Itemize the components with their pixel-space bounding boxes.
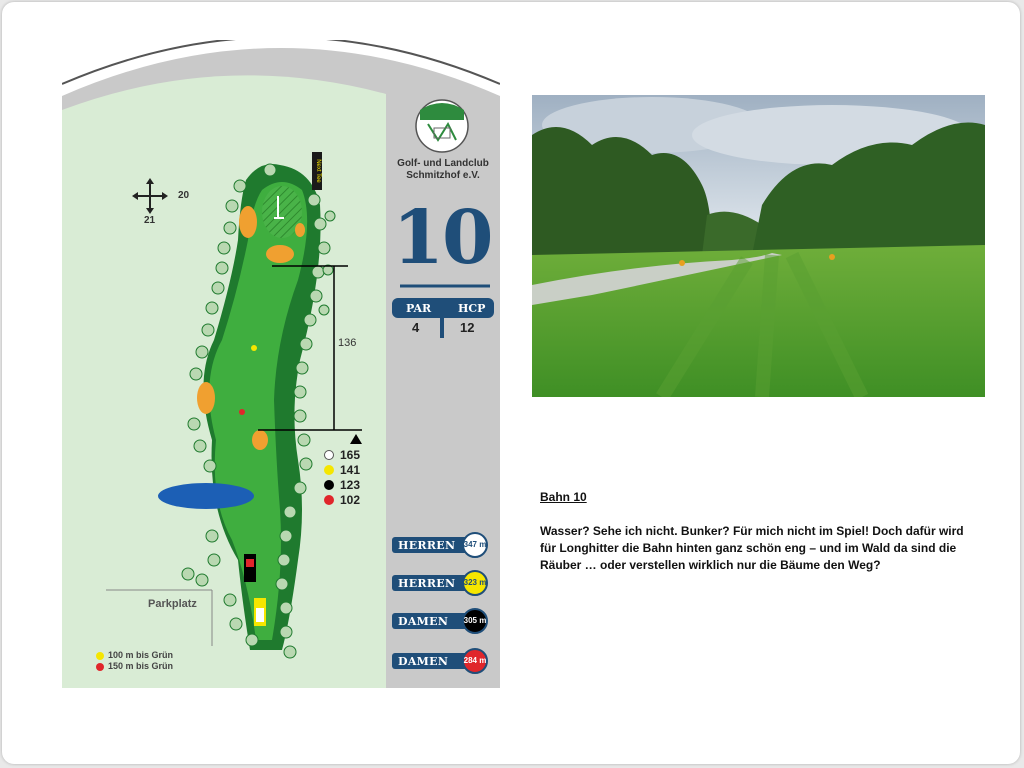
legend-text: 150 m bis Grün — [108, 661, 174, 671]
next-tee-text: Next Tee — [315, 159, 321, 183]
club-logo-icon — [416, 100, 468, 152]
tee-badge-length: 305 m — [463, 616, 487, 625]
tee-distance-value: 165 — [340, 448, 361, 462]
tee-distance-value: 123 — [340, 478, 361, 492]
tee-badge-damen-red — [392, 648, 494, 674]
bunker-right-green — [295, 223, 305, 237]
compass-east-label: 20 — [178, 190, 190, 201]
tee-badge-label: DAMEN — [398, 615, 449, 628]
marker-150m — [239, 409, 245, 415]
tee-badge-length: 347 m — [463, 540, 487, 549]
bunker-front-green — [266, 245, 294, 263]
compass-south-label: 21 — [144, 215, 156, 226]
hcp-label: HCP — [458, 302, 486, 315]
tee-color-dot — [324, 465, 334, 475]
bunker-fairway-right — [252, 430, 268, 450]
club-name — [388, 158, 498, 182]
page — [2, 2, 1020, 764]
hole-photo — [532, 95, 985, 397]
distance-label: 136 — [338, 337, 357, 349]
hcp-value: 12 — [460, 320, 475, 335]
tee-color-dot — [324, 495, 334, 505]
water-hazard — [158, 483, 254, 509]
red-tee-marker — [246, 559, 254, 567]
legend-text: 100 m bis Grün — [108, 650, 174, 660]
club-name-line2: Schmitzhof e.V. — [406, 170, 480, 181]
tee-distance-value: 141 — [340, 463, 361, 477]
tee-badge-length: 284 m — [463, 656, 487, 665]
bunker-left-green — [239, 206, 257, 238]
tee-badge-herren-white — [392, 532, 494, 558]
tee-color-dot — [324, 450, 334, 460]
legend-dot — [96, 652, 104, 660]
tee-badge-label: DAMEN — [398, 655, 449, 668]
tee-badge-length: 323 m — [463, 578, 487, 587]
tee-badge-label: HERREN — [398, 539, 456, 552]
par-label: PAR — [406, 302, 432, 315]
tee-color-dot — [324, 480, 334, 490]
description-text: Wasser? Sehe ich nicht. Bunker? Für mich nicht im Spiel! Doch dafür wird für Longhitter die Bahn hinten ganz schön eng – und im Wald da sind die Räuber … oder verstellen wirklich nur die Bäume den Weg? — [540, 524, 964, 572]
hole-photo-image — [532, 95, 985, 397]
tee-badge-herren-yellow — [392, 570, 494, 596]
marker-100m — [251, 345, 257, 351]
tee-badge-label: HERREN — [398, 577, 456, 590]
white-tee-marker — [256, 608, 264, 622]
black-tee-box — [244, 554, 256, 582]
tee-distance-value: 102 — [340, 493, 361, 507]
hole-number: 10 — [392, 195, 492, 281]
club-name-line1: Golf- und Landclub — [397, 158, 489, 169]
hole-card — [62, 40, 500, 688]
parking-label: Parkplatz — [148, 598, 197, 610]
par-value: 4 — [412, 320, 420, 335]
legend-dot — [96, 663, 104, 671]
par-hcp-divider — [440, 318, 444, 338]
bunker-fairway-left — [197, 382, 215, 414]
description-title: Bahn 10 — [540, 490, 587, 504]
tee-badge-damen-black — [392, 608, 494, 634]
